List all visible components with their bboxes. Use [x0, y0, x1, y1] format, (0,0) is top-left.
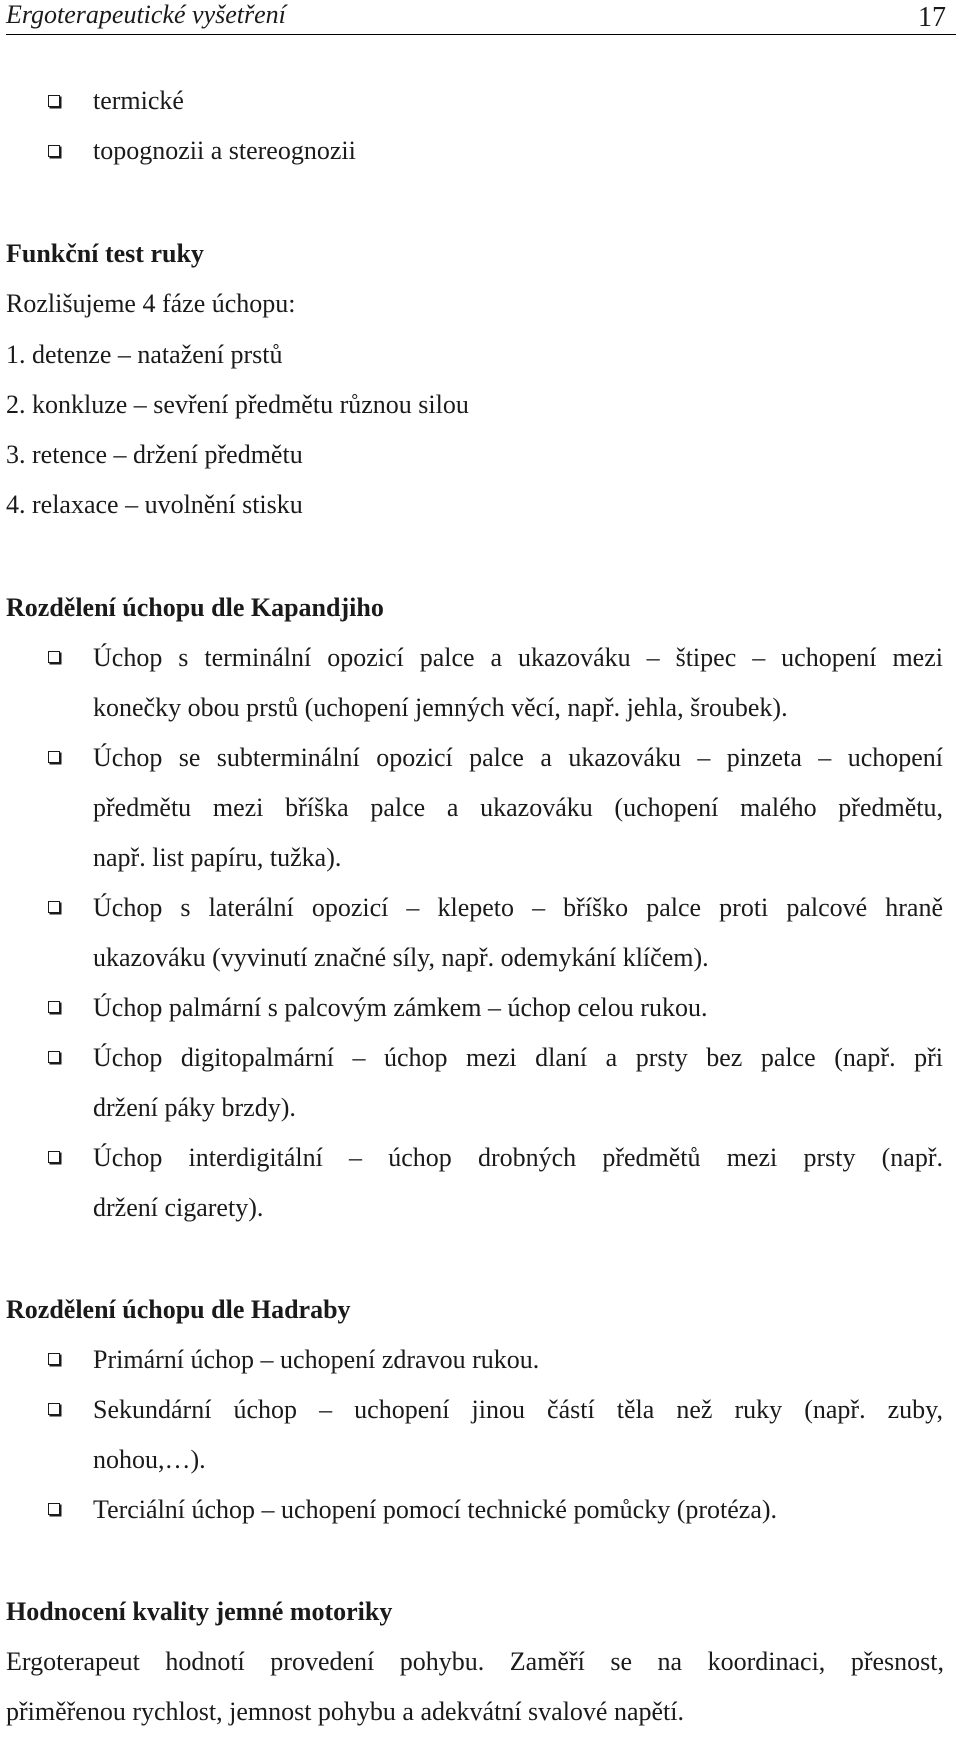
section-heading-jemna-motorika: Hodnocení kvality jemné motoriky — [6, 1597, 393, 1626]
phase-item: 2. konkluze – sevření předmětu různou silou — [6, 390, 469, 419]
checkbox-bullet-icon — [48, 1151, 60, 1163]
checkbox-bullet-icon — [48, 1051, 60, 1063]
paragraph-line: přiměřenou rychlost, jemnost pohybu a adekvátní svalové napětí. — [6, 1697, 684, 1726]
list-item-line: konečky obou prstů (uchopení jemných věcí, např. jehla, šroubek). — [93, 693, 788, 722]
checkbox-bullet-icon — [48, 1403, 60, 1415]
header-title: Ergoterapeutické vyšetření — [6, 0, 286, 29]
list-item-line: držení páky brzdy). — [93, 1093, 296, 1122]
checkbox-bullet-icon — [48, 651, 60, 663]
checkbox-bullet-icon — [48, 1503, 60, 1515]
checkbox-bullet-icon — [48, 901, 60, 913]
list-item-line: Úchop s terminální opozicí palce a ukazováku – štipec – uchopení mezi — [93, 643, 943, 672]
checkbox-bullet-icon — [48, 1001, 60, 1013]
list-item-line: Úchop se subterminální opozicí palce a ukazováku – pinzeta – uchopení — [93, 743, 943, 772]
section-heading-kapandji: Rozdělení úchopu dle Kapandjiho — [6, 593, 384, 622]
list-item-line: Terciální úchop – uchopení pomocí technické pomůcky (protéza). — [93, 1495, 778, 1524]
checkbox-bullet-icon — [48, 751, 60, 763]
list-item-line: předmětu mezi bříška palce a ukazováku (uchopení malého předmětu, — [93, 793, 943, 822]
list-item-line: Úchop s laterální opozicí – klepeto – bříško palce proti palcové hraně — [93, 893, 943, 922]
page-number: 17 — [918, 2, 946, 33]
section-lead: Rozlišujeme 4 fáze úchopu: — [6, 289, 296, 318]
page-header — [6, 0, 956, 35]
list-item-line: nohou,…). — [93, 1445, 206, 1474]
section-heading-hadraba: Rozdělení úchopu dle Hadraby — [6, 1295, 351, 1324]
list-item-line: např. list papíru, tužka). — [93, 843, 342, 872]
list-item: topognozii a stereognozii — [93, 136, 356, 165]
list-item-line: Úchop digitopalmární – úchop mezi dlaní a prsty bez palce (např. při — [93, 1043, 943, 1072]
list-item-line: držení cigarety). — [93, 1193, 264, 1222]
section-heading-funkcni-test: Funkční test ruky — [6, 239, 204, 268]
list-item-line: Primární úchop – uchopení zdravou rukou. — [93, 1345, 540, 1374]
list-item: termické — [93, 86, 184, 115]
checkbox-bullet-icon — [48, 95, 60, 107]
list-item-line: Sekundární úchop – uchopení jinou částí těla než ruky (např. zuby, — [93, 1395, 943, 1424]
checkbox-bullet-icon — [48, 1353, 60, 1365]
checkbox-bullet-icon — [48, 145, 60, 157]
phase-item: 3. retence – držení předmětu — [6, 440, 303, 469]
list-item-line: Úchop palmární s palcovým zámkem – úchop celou rukou. — [93, 993, 708, 1022]
paragraph-line: Ergoterapeut hodnotí provedení pohybu. Zaměří se na koordinaci, přesnost, — [6, 1647, 944, 1676]
list-item-line: Úchop interdigitální – úchop drobných předmětů mezi prsty (např. — [93, 1143, 943, 1172]
phase-item: 4. relaxace – uvolnění stisku — [6, 490, 303, 519]
phase-item: 1. detenze – natažení prstů — [6, 340, 283, 369]
list-item-line: ukazováku (vyvinutí značné síly, např. odemykání klíčem). — [93, 943, 709, 972]
